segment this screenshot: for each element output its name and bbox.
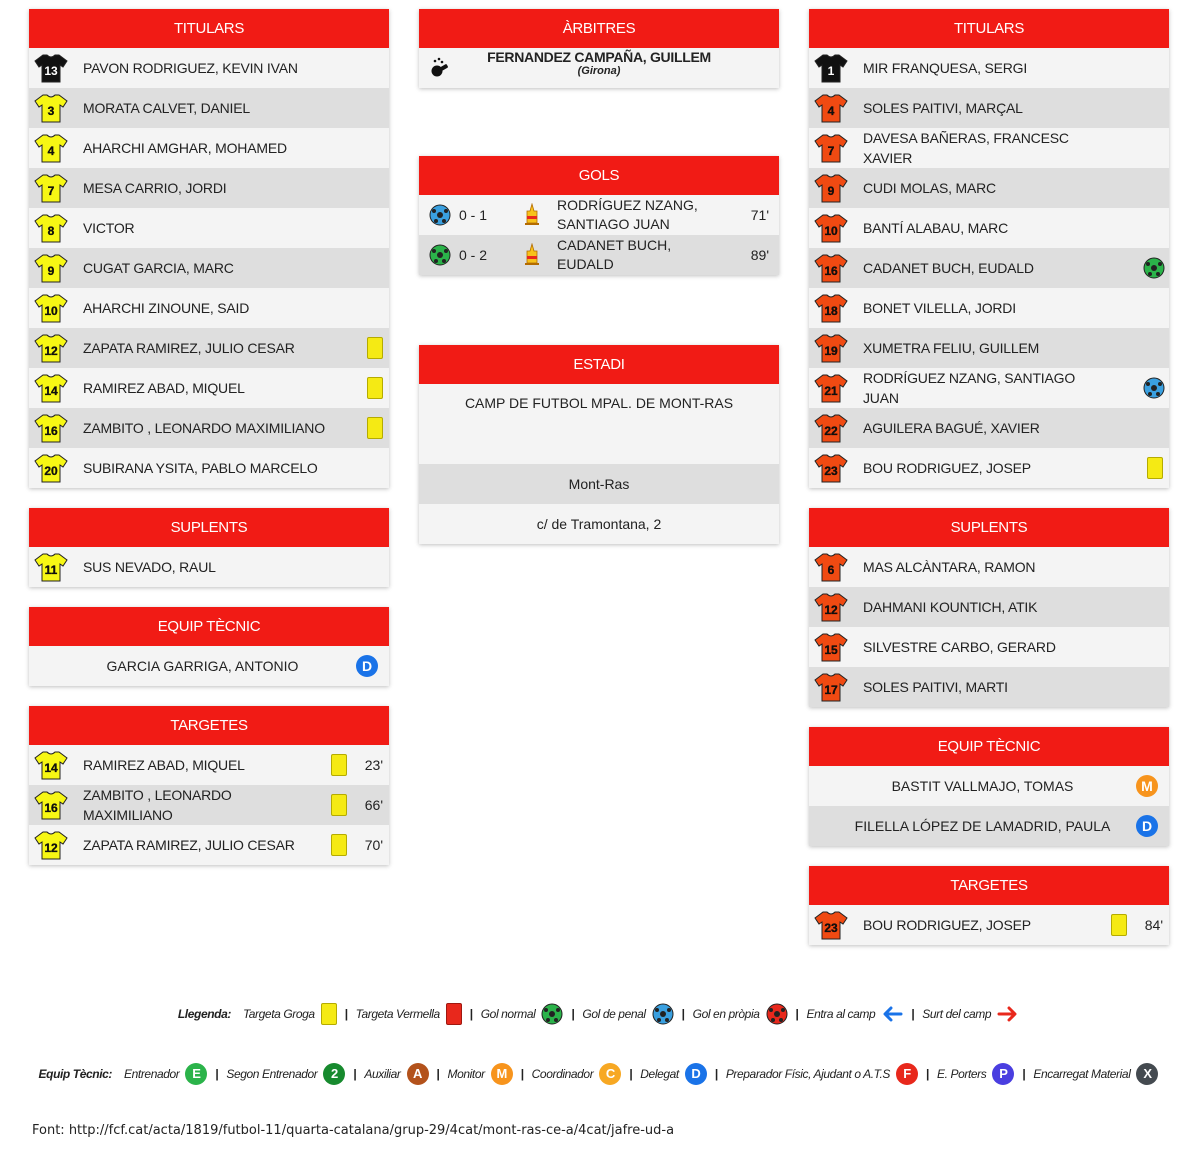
- home-suplents-panel: [29, 508, 389, 587]
- legend-text: Auxiliar: [364, 1067, 401, 1081]
- shirt-icon: [813, 133, 849, 163]
- player-name: CUDI MOLAS, MARC: [863, 180, 996, 196]
- player-row: [29, 168, 389, 208]
- player-name: DAHMANI KOUNTICH, ATIK: [863, 599, 1038, 615]
- shirt-icon: [813, 213, 849, 243]
- shirt-icon: [33, 133, 69, 163]
- player-name: RAMIREZ ABAD, MIQUEL: [83, 380, 245, 396]
- shirt-icon: [33, 213, 69, 243]
- shirt-number: 4: [827, 104, 835, 118]
- legend-text: Encarregat Material: [1033, 1067, 1131, 1081]
- yellow-card-icon: [367, 337, 383, 359]
- player-name: ZAPATA RAMIREZ, JULIO CESAR: [83, 340, 295, 356]
- player-name: AHARCHI ZINOUNE, SAID: [83, 300, 250, 316]
- shirt-icon: [813, 672, 849, 702]
- goal-normal-icon: [429, 244, 451, 266]
- legend-goal-penal: [582, 1003, 673, 1025]
- team-crest-icon: [521, 243, 543, 267]
- goal-minute: 71': [750, 207, 769, 223]
- card-minute: 23': [364, 757, 383, 773]
- shirt-number: 1: [827, 64, 835, 78]
- legend-role: [1033, 1063, 1158, 1085]
- shirt-icon: [813, 253, 849, 283]
- player-name: ZAPATA RAMIREZ, JULIO CESAR: [83, 837, 295, 853]
- substitute-row: [29, 547, 389, 587]
- shirt-icon: [33, 830, 69, 860]
- panel-title: SUPLENTS: [809, 508, 1169, 547]
- shirt-number: 12: [44, 344, 58, 358]
- away-suplents-list: [809, 547, 1169, 707]
- player-name: BOU RODRIGUEZ, JOSEP: [863, 917, 1031, 933]
- player-row: [809, 48, 1169, 88]
- substitute-row: [809, 667, 1169, 707]
- staff-row: [809, 806, 1169, 846]
- shirt-number: 9: [47, 264, 55, 278]
- player-name: AGUILERA BAGUÉ, XAVIER: [863, 420, 1040, 436]
- shirt-icon: [813, 293, 849, 323]
- away-targetes-panel: [809, 866, 1169, 945]
- legend-label: Llegenda:: [177, 1007, 231, 1021]
- player-row: [809, 168, 1169, 208]
- player-row: [29, 48, 389, 88]
- away-suplents-panel: [809, 508, 1169, 707]
- shirt-icon: [813, 453, 849, 483]
- player-name: VICTOR: [83, 220, 135, 236]
- legend-text: Gol de penal: [582, 1007, 646, 1021]
- separator: |: [520, 1067, 524, 1081]
- player-name: SUS NEVADO, RAUL: [83, 559, 216, 575]
- goal-normal-icon: [541, 1003, 563, 1025]
- legend-role: [447, 1063, 512, 1085]
- yellow-card-icon: [1147, 457, 1163, 479]
- shirt-number: 21: [824, 384, 838, 398]
- legend-role: [726, 1063, 918, 1085]
- substitute-row: [809, 587, 1169, 627]
- team-crest-icon: [521, 203, 543, 227]
- legend-text: Entrenador: [124, 1067, 180, 1081]
- yellow-card-icon: [331, 754, 347, 776]
- away-team-column: [809, 9, 1169, 965]
- shirt-icon: [813, 93, 849, 123]
- staff-row: [29, 646, 389, 686]
- separator: |: [911, 1007, 915, 1021]
- away-tecnic-panel: [809, 727, 1169, 846]
- panel-title: TARGETES: [29, 706, 389, 745]
- card-row: [809, 905, 1169, 945]
- player-name: SUBIRANA YSITA, PABLO MARCELO: [83, 460, 318, 476]
- substitute-row: [809, 547, 1169, 587]
- home-suplents-list: [29, 547, 389, 587]
- role-badge: A: [407, 1063, 429, 1085]
- panel-title: TARGETES: [809, 866, 1169, 905]
- shirt-number: 23: [824, 464, 838, 478]
- shirt-number: 10: [824, 224, 838, 238]
- shirt-number: 9: [827, 184, 835, 198]
- panel-title: GOLS: [419, 156, 779, 195]
- player-name: CUGAT GARCIA, MARC: [83, 260, 234, 276]
- goal-row: [419, 195, 779, 235]
- shirt-icon: [33, 453, 69, 483]
- shirt-number: 8: [47, 224, 55, 238]
- legend-role: [226, 1063, 345, 1085]
- legend-text: Targeta Groga: [242, 1007, 315, 1021]
- shirt-icon: [33, 413, 69, 443]
- goal-scorer: RODRÍGUEZ NZANG, SANTIAGO JUAN: [557, 197, 698, 232]
- player-name: BONET VILELLA, JORDI: [863, 300, 1016, 316]
- separator: |: [469, 1007, 473, 1021]
- substitute-row: [809, 627, 1169, 667]
- player-row: [809, 408, 1169, 448]
- goal-penal-icon: [429, 204, 451, 226]
- shirt-number: 12: [824, 603, 838, 617]
- player-row: [809, 208, 1169, 248]
- shirt-icon: [33, 552, 69, 582]
- player-name: DAVESA BAÑERAS, FRANCESC XAVIER: [863, 130, 1069, 166]
- staff-row: [809, 766, 1169, 806]
- shirt-icon: [813, 333, 849, 363]
- tecnic-legend-label: Equip Tècnic:: [38, 1067, 113, 1081]
- arrow-right-icon: [997, 1005, 1019, 1023]
- shirt-number: 3: [47, 104, 55, 118]
- home-team-column: [29, 9, 389, 885]
- yellow-card-icon: [331, 794, 347, 816]
- red-card-icon: [446, 1003, 462, 1025]
- shirt-icon: [813, 413, 849, 443]
- separator: |: [681, 1007, 685, 1021]
- goal-own-icon: [766, 1003, 788, 1025]
- player-row: [809, 328, 1169, 368]
- shirt-icon: [33, 293, 69, 323]
- shirt-number: 10: [44, 304, 58, 318]
- card-row: [29, 825, 389, 865]
- player-name: SILVESTRE CARBO, GERARD: [863, 639, 1056, 655]
- shirt-icon: [33, 790, 69, 820]
- legend-text: Preparador Físic, Ajudant o A.T.S: [725, 1067, 891, 1081]
- shirt-number: 16: [44, 424, 58, 438]
- legend-role: [124, 1063, 207, 1085]
- staff-name: FILELLA LÓPEZ DE LAMADRID, PAULA: [854, 818, 1111, 834]
- role-badge: D: [1136, 815, 1158, 837]
- legend-goal-normal: [481, 1003, 564, 1025]
- estadi-panel: [419, 345, 779, 544]
- player-name: MORATA CALVET, DANIEL: [83, 100, 250, 116]
- stadium-name: CAMP DE FUTBOL MPAL. DE MONT-RAS: [419, 384, 779, 464]
- shirt-icon: [33, 333, 69, 363]
- yellow-card-icon: [367, 377, 383, 399]
- player-name: MIR FRANQUESA, SERGI: [863, 60, 1028, 76]
- shirt-number: 20: [44, 464, 58, 478]
- card-row: [29, 745, 389, 785]
- shirt-number: 13: [44, 64, 58, 78]
- stadium-town: Mont-Ras: [419, 464, 779, 504]
- match-info-column: [419, 9, 779, 564]
- referee-row: [419, 48, 779, 88]
- player-name: MAS ALCÀNTARA, RAMON: [863, 559, 1036, 575]
- legend-text: Segon Entrenador: [226, 1067, 318, 1081]
- shirt-number: 22: [824, 424, 838, 438]
- role-badge: P: [992, 1063, 1014, 1085]
- role-badge: 2: [323, 1063, 345, 1085]
- player-name: XUMETRA FELIU, GUILLEM: [863, 340, 1040, 356]
- separator: |: [215, 1067, 219, 1081]
- legend-exit-field: [922, 1005, 1019, 1023]
- player-name: PAVON RODRIGUEZ, KEVIN IVAN: [83, 60, 298, 76]
- player-name: CADANET BUCH, EUDALD: [863, 260, 1034, 276]
- shirt-icon: [813, 373, 849, 403]
- shirt-icon: [813, 632, 849, 662]
- goal-normal-icon: [1143, 257, 1165, 279]
- player-name: BOU RODRIGUEZ, JOSEP: [863, 460, 1031, 476]
- arrow-left-icon: [881, 1005, 903, 1023]
- role-badge: M: [1136, 775, 1158, 797]
- player-row: [809, 368, 1169, 408]
- legend-text: Surt del camp: [922, 1007, 992, 1021]
- player-row: [29, 208, 389, 248]
- card-minute: 70': [364, 837, 383, 853]
- shirt-number: 16: [824, 264, 838, 278]
- card-minute: 84': [1144, 917, 1163, 933]
- stadium-address: c/ de Tramontana, 2: [419, 504, 779, 544]
- separator: |: [714, 1067, 718, 1081]
- away-tecnic-list: [809, 766, 1169, 846]
- home-tecnic-list: [29, 646, 389, 686]
- legend: [0, 1003, 1197, 1025]
- player-name: BANTÍ ALABAU, MARC: [863, 220, 1008, 236]
- separator: |: [629, 1067, 633, 1081]
- player-row: [29, 88, 389, 128]
- role-badge: F: [896, 1063, 918, 1085]
- separator: |: [344, 1007, 348, 1021]
- role-badge: D: [685, 1063, 707, 1085]
- legend-role: [532, 1063, 622, 1085]
- shirt-number: 14: [44, 761, 58, 775]
- shirt-icon: [813, 592, 849, 622]
- home-tecnic-panel: [29, 607, 389, 686]
- player-name: ZAMBITO , LEONARDO MAXIMILIANO: [83, 420, 325, 436]
- tecnic-legend: [0, 1063, 1197, 1085]
- shirt-number: 16: [44, 801, 58, 815]
- whistle-icon: [429, 56, 451, 78]
- player-row: [29, 368, 389, 408]
- shirt-number: 12: [44, 841, 58, 855]
- player-row: [809, 248, 1169, 288]
- shirt-number: 17: [824, 683, 838, 697]
- legend-red-card: [356, 1003, 462, 1025]
- panel-title: TITULARS: [809, 9, 1169, 48]
- shirt-number: 15: [824, 643, 838, 657]
- goal-score: 0 - 2: [459, 247, 488, 263]
- shirt-icon: [813, 173, 849, 203]
- away-titulars-panel: [809, 9, 1169, 488]
- goal-score: 0 - 1: [459, 207, 488, 223]
- goal-minute: 89': [750, 247, 769, 263]
- referee-city: (Girona): [577, 65, 621, 77]
- role-badge: X: [1136, 1063, 1158, 1085]
- shirt-icon: [33, 173, 69, 203]
- staff-name: BASTIT VALLMAJO, TOMAS: [891, 778, 1074, 794]
- shirt-icon: [813, 552, 849, 582]
- gols-panel: [419, 156, 779, 275]
- separator: |: [926, 1067, 930, 1081]
- legend-text: Gol normal: [480, 1007, 536, 1021]
- shirt-number: 19: [824, 344, 838, 358]
- goal-scorer: CADANET BUCH, EUDALD: [557, 237, 672, 272]
- panel-title: EQUIP TÈCNIC: [29, 607, 389, 646]
- goals-list: [419, 195, 779, 275]
- home-targetes-panel: [29, 706, 389, 865]
- home-titulars-panel: [29, 9, 389, 488]
- home-targetes-list: [29, 745, 389, 865]
- separator: |: [795, 1007, 799, 1021]
- legend-text: Delegat: [640, 1067, 679, 1081]
- goal-penal-icon: [1143, 377, 1165, 399]
- player-row: [29, 128, 389, 168]
- shirt-icon: [33, 93, 69, 123]
- player-row: [809, 88, 1169, 128]
- shirt-icon: [33, 373, 69, 403]
- panel-title: ESTADI: [419, 345, 779, 384]
- arbitres-panel: [419, 9, 779, 88]
- shirt-number: 6: [827, 563, 835, 577]
- staff-name: GARCIA GARRIGA, ANTONIO: [106, 658, 299, 674]
- panel-title: EQUIP TÈCNIC: [809, 727, 1169, 766]
- legend-text: Entra al camp: [806, 1007, 876, 1021]
- shirt-icon: [813, 53, 849, 83]
- legend-role: [640, 1063, 707, 1085]
- player-name: AHARCHI AMGHAR, MOHAMED: [83, 140, 287, 156]
- legend-yellow-card: [243, 1003, 337, 1025]
- panel-title: ÀRBITRES: [419, 9, 779, 48]
- player-name: ZAMBITO , LEONARDO MAXIMILIANO: [83, 787, 232, 823]
- legend-goal-own: [693, 1003, 788, 1025]
- shirt-icon: [33, 53, 69, 83]
- goal-penal-icon: [652, 1003, 674, 1025]
- shirt-number: 23: [824, 921, 838, 935]
- legend-enter-field: [806, 1005, 903, 1023]
- separator: |: [436, 1067, 440, 1081]
- separator: |: [1022, 1067, 1026, 1081]
- role-badge: C: [599, 1063, 621, 1085]
- source-link[interactable]: Font: http://fcf.cat/acta/1819/futbol-11/quarta-catalana/grup-29/4cat/mont-ras-ce-a/4cat/jafre-ud-a: [32, 1123, 675, 1138]
- legend-text: Gol en pròpia: [692, 1007, 760, 1021]
- shirt-icon: [813, 910, 849, 940]
- player-name: SOLES PAITIVI, MARÇAL: [863, 100, 1023, 116]
- player-name: MESA CARRIO, JORDI: [83, 180, 227, 196]
- yellow-card-icon: [367, 417, 383, 439]
- home-titulars-list: [29, 48, 389, 488]
- shirt-number: 11: [44, 563, 58, 577]
- yellow-card-icon: [1111, 914, 1127, 936]
- away-targetes-list: [809, 905, 1169, 945]
- card-row: [29, 785, 389, 825]
- separator: |: [353, 1067, 357, 1081]
- player-row: [809, 448, 1169, 488]
- player-row: [29, 448, 389, 488]
- shirt-icon: [33, 750, 69, 780]
- legend-text: E. Porters: [937, 1067, 987, 1081]
- player-row: [809, 288, 1169, 328]
- player-row: [29, 288, 389, 328]
- legend-text: Monitor: [447, 1067, 485, 1081]
- goal-row: [419, 235, 779, 275]
- panel-title: SUPLENTS: [29, 508, 389, 547]
- legend-text: Targeta Vermella: [355, 1007, 440, 1021]
- player-row: [809, 128, 1169, 168]
- legend-text: Coordinador: [531, 1067, 594, 1081]
- player-row: [29, 248, 389, 288]
- player-name: RAMIREZ ABAD, MIQUEL: [83, 757, 245, 773]
- player-name: RODRÍGUEZ NZANG, SANTIAGO JUAN: [863, 370, 1076, 406]
- card-minute: 66': [364, 797, 383, 813]
- panel-title: TITULARS: [29, 9, 389, 48]
- player-row: [29, 328, 389, 368]
- referee-name: FERNANDEZ CAMPAÑA, GUILLEM: [487, 49, 711, 65]
- shirt-number: 4: [47, 144, 55, 158]
- player-row: [29, 408, 389, 448]
- legend-role: [364, 1063, 428, 1085]
- legend-role: [937, 1063, 1014, 1085]
- separator: |: [571, 1007, 575, 1021]
- role-badge: D: [356, 655, 378, 677]
- role-badge: E: [185, 1063, 207, 1085]
- away-titulars-list: [809, 48, 1169, 488]
- player-name: SOLES PAITIVI, MARTI: [863, 679, 1008, 695]
- role-badge: M: [491, 1063, 513, 1085]
- yellow-card-icon: [331, 834, 347, 856]
- shirt-number: 7: [827, 144, 835, 158]
- yellow-card-icon: [321, 1003, 337, 1025]
- shirt-number: 14: [44, 384, 58, 398]
- shirt-number: 7: [47, 184, 55, 198]
- shirt-number: 18: [824, 304, 838, 318]
- shirt-icon: [33, 253, 69, 283]
